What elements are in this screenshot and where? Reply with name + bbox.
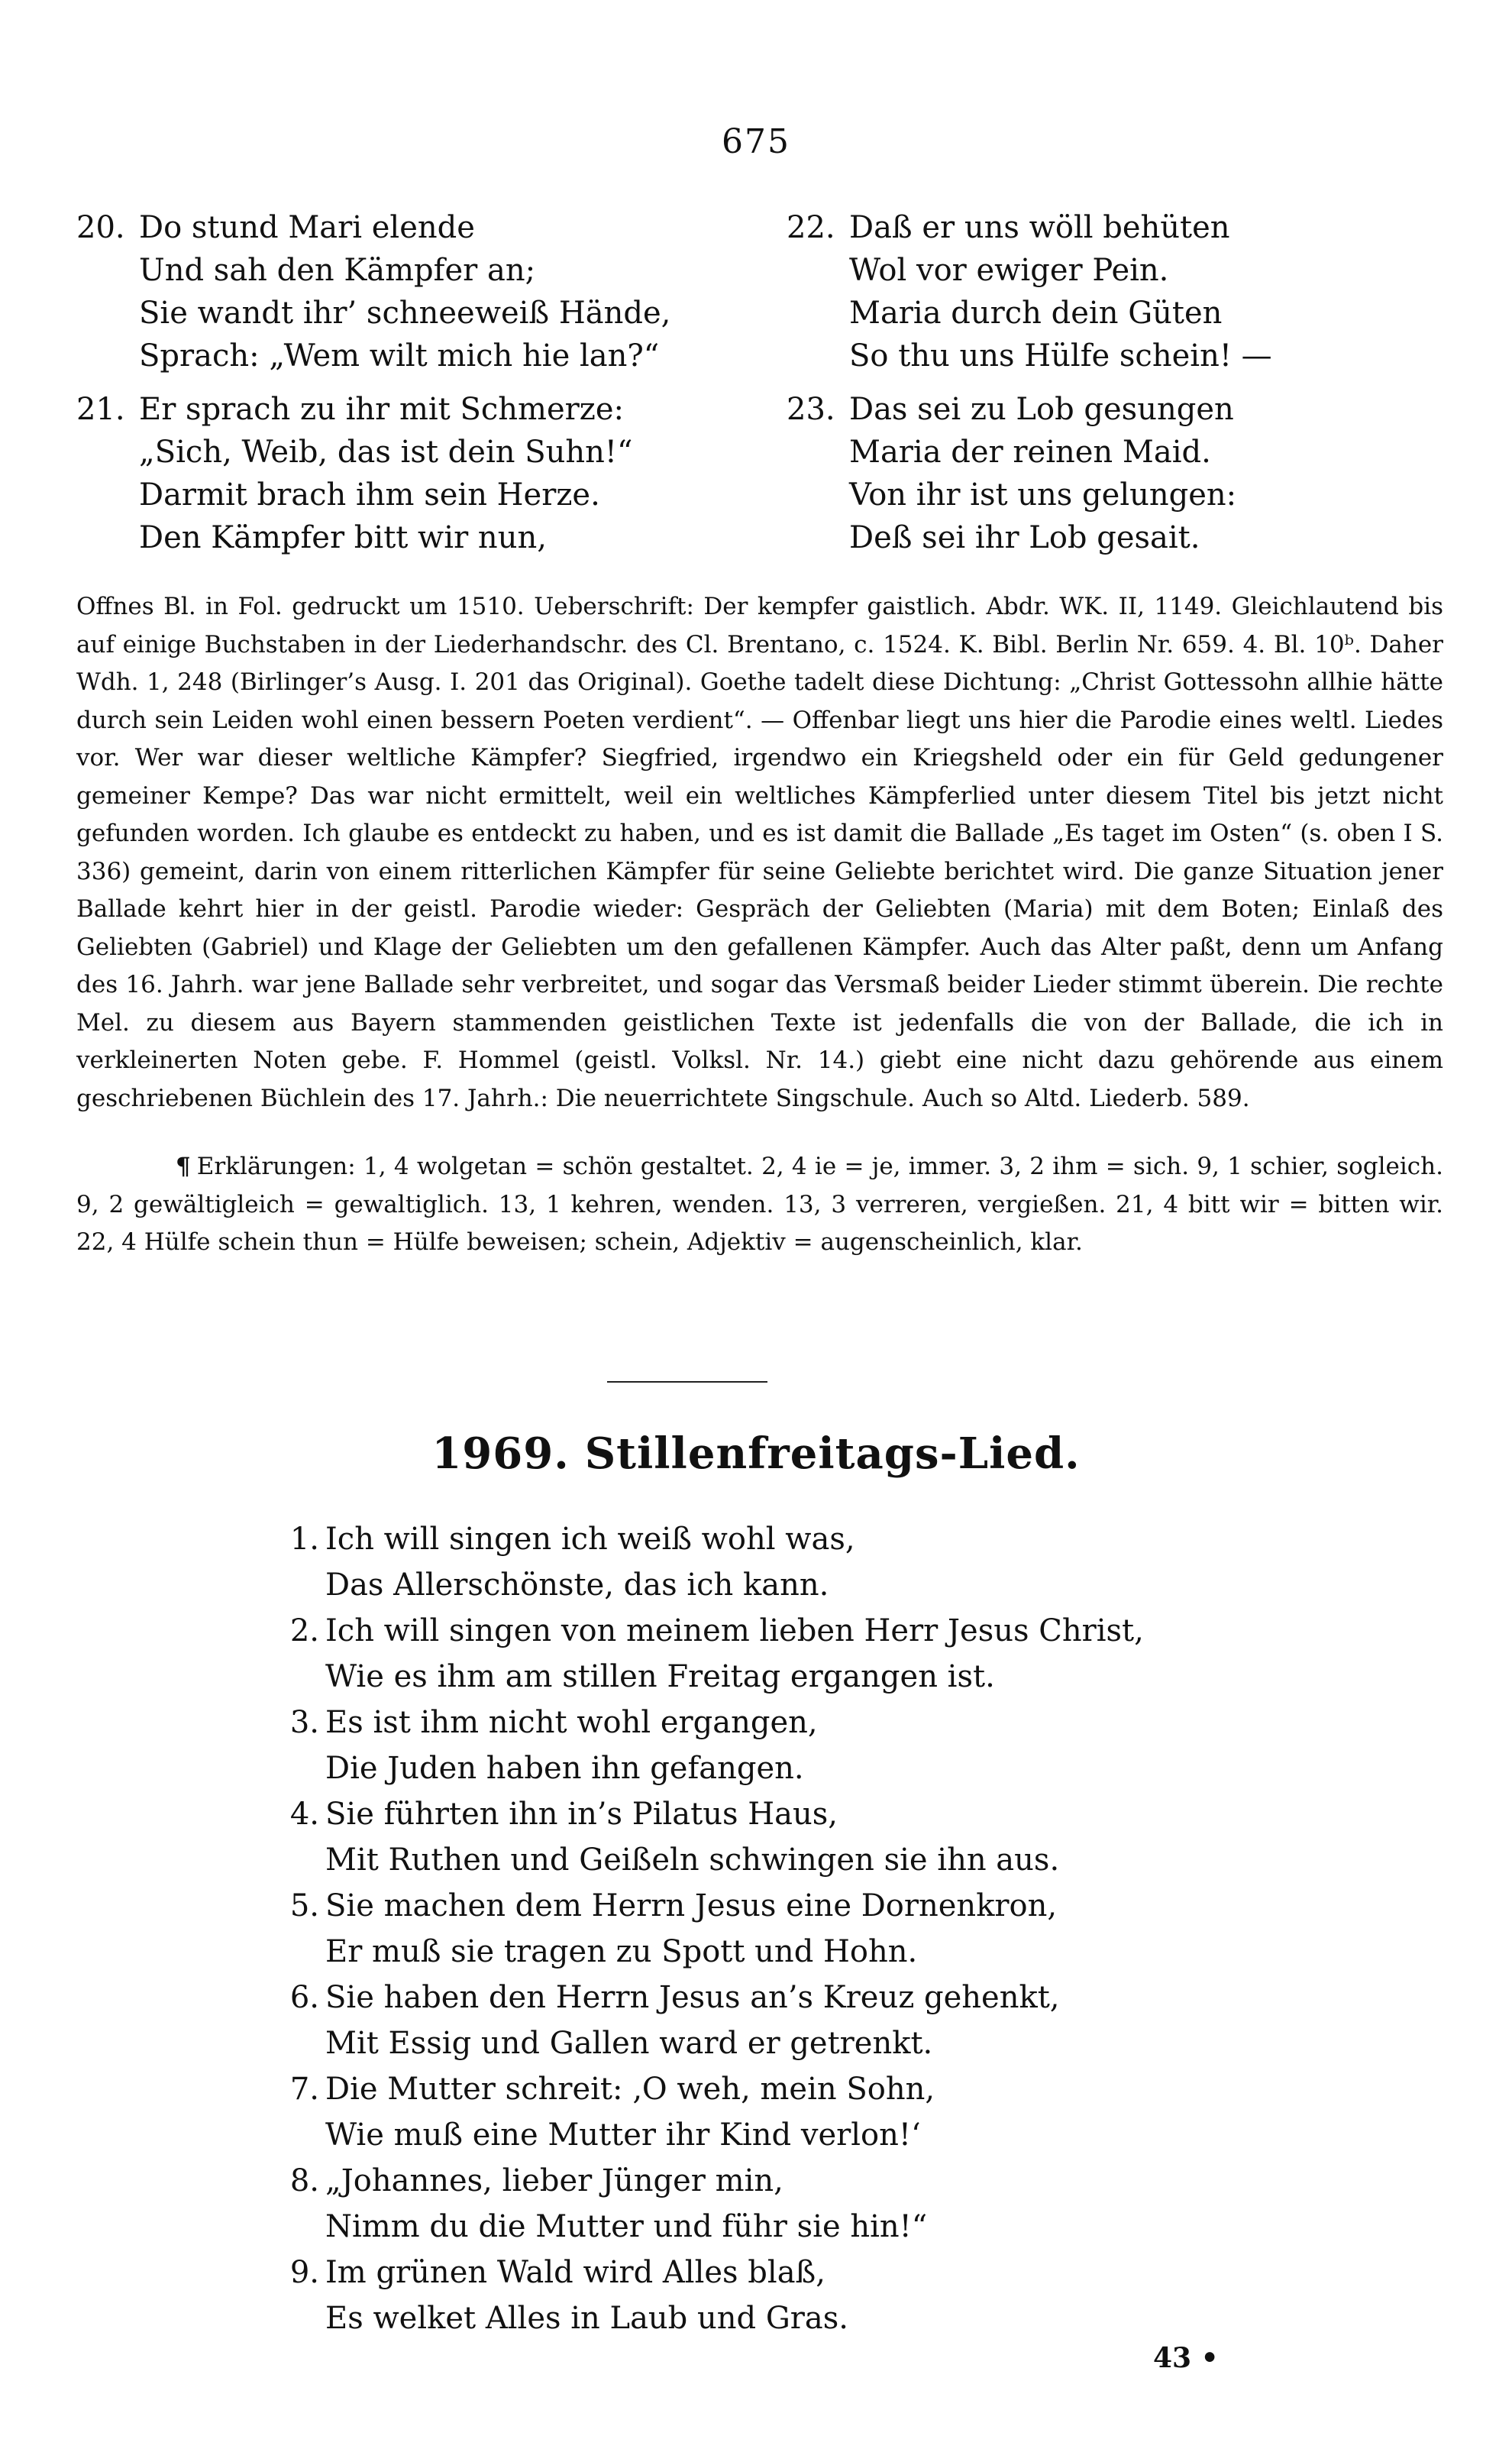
verse-line: Sie machen dem Herrn Jesus eine Dornenkron, — [325, 1888, 1058, 1923]
verse-number: 9. — [289, 2255, 319, 2290]
verse-line: Den Kämpfer bitt wir nun, — [139, 520, 547, 555]
verse-20 — [76, 206, 733, 377]
verse-line: Ich will singen von meinem lieben Herr Jesus Christ, — [325, 1613, 1144, 1648]
verse-line: „Sich, Weib, das ist dein Suhn!“ — [139, 435, 633, 470]
verse-line: Wol vor ewiger Pein. — [849, 253, 1169, 288]
verse-line: Daß er uns wöll behüten — [849, 210, 1230, 245]
verse-line: Von ihr ist uns gelungen: — [849, 477, 1237, 513]
verse-line: Do stund Mari elende — [139, 210, 475, 245]
verse-line: So thu uns Hülfe schein! — — [849, 338, 1272, 374]
song-verse-6 — [275, 1975, 1268, 2066]
verse-number: 3. — [289, 1705, 319, 1740]
verse-number: 7. — [289, 2072, 319, 2107]
verse-line: Und sah den Kämpfer an; — [139, 253, 536, 288]
song-verse-1 — [275, 1516, 1268, 1608]
continued-verses — [76, 206, 1451, 588]
verse-number: 6. — [289, 1980, 319, 2015]
verse-number: 2. — [289, 1613, 319, 1648]
verse-line: Deß sei ihr Lob gesait. — [849, 520, 1200, 555]
verse-line: Maria durch dein Güten — [849, 296, 1223, 331]
verse-line: Sie wandt ihr’ schneeweiß Hände, — [139, 296, 671, 331]
verse-line: Darmit brach ihm sein Herze. — [139, 477, 600, 513]
verse-line: Im grünen Wald wird Alles blaß, — [325, 2255, 825, 2290]
verse-22 — [787, 206, 1443, 377]
verse-number: 4. — [289, 1797, 319, 1832]
verse-23 — [787, 388, 1443, 559]
verse-line: „Johannes, lieber Jünger min, — [325, 2163, 783, 2198]
verse-number: 21. — [76, 392, 125, 427]
song-verse-9 — [275, 2250, 1268, 2341]
verse-line: Sprach: „Wem wilt mich hie lan?“ — [139, 338, 660, 374]
verse-number: 5. — [289, 1888, 319, 1923]
song-heading — [0, 1428, 1512, 1479]
verse-line: Mit Essig und Gallen ward er getrenkt. — [325, 2026, 933, 2061]
verse-line: Die Mutter schreit: ‚O weh, mein Sohn, — [325, 2072, 935, 2107]
song-verse-5 — [275, 1883, 1268, 1975]
song-number: 1969. — [431, 1428, 570, 1479]
explanations-paragraph — [76, 1148, 1443, 1262]
verse-number: 22. — [787, 210, 835, 245]
verse-line: Wie muß eine Mutter ihr Kind verlon!‘ — [325, 2117, 921, 2153]
verse-number: 1. — [289, 1522, 319, 1557]
commentary-notes — [76, 588, 1443, 1262]
verse-21 — [76, 388, 733, 559]
verse-line: Nimm du die Mutter und führ sie hin!“ — [325, 2209, 928, 2244]
verse-number: 8. — [289, 2163, 319, 2198]
song-verses — [275, 1516, 1268, 2341]
section-divider — [607, 1381, 767, 1383]
printer-signature: 43 • — [1153, 2342, 1219, 2374]
verse-line: Es welket Alles in Laub und Gras. — [325, 2301, 848, 2336]
verse-line: Sie haben den Herrn Jesus an’s Kreuz gehenkt, — [325, 1980, 1060, 2015]
song-verse-2 — [275, 1608, 1268, 1700]
song-title: Stillenfreitags-Lied. — [584, 1428, 1081, 1479]
verse-column-left — [76, 206, 733, 570]
song-verse-8 — [275, 2158, 1268, 2250]
song-verse-7 — [275, 2066, 1268, 2158]
verse-line: Wie es ihm am stillen Freitag ergangen ist. — [325, 1659, 995, 1694]
verse-column-right — [787, 206, 1443, 570]
verse-line: Mit Ruthen und Geißeln schwingen sie ihn aus. — [325, 1842, 1060, 1878]
verse-line: Sie führten ihn in’s Pilatus Haus, — [325, 1797, 838, 1832]
verse-line: Die Juden haben ihn gefangen. — [325, 1751, 804, 1786]
page-number: 675 — [722, 122, 790, 161]
song-verse-4 — [275, 1791, 1268, 1883]
verse-line: Maria der reinen Maid. — [849, 435, 1211, 470]
verse-line: Es ist ihm nicht wohl ergangen, — [325, 1705, 818, 1740]
verse-line: Das sei zu Lob gesungen — [849, 392, 1234, 427]
verse-line: Er sprach zu ihr mit Schmerze: — [139, 392, 624, 427]
source-note: Offnes Bl. in Fol. gedruckt um 1510. Ueberschrift: Der kempfer gaistlich. Abdr. WK. II, 1149. Gleichlautend bis auf einige Buchstaben in der Liederhandschr. des Cl. Brentano, c. 1524. K. Bibl. Berlin Nr. 659. 4. Bl. 10ᵇ. Daher Wdh. 1, 248 (Birlinger’s Ausg. I. 201 das Original). Goethe tadelt diese Dichtung: „Christ Gottessohn allhie hätte durch sein Leiden wohl einen bessern Poeten verdient“. — Offenbar liegt uns hier die Parodie eines weltl. Liedes vor. Wer war dieser weltliche Kämpfer? Siegfried, irgendwo ein Kriegsheld oder ein für Geld gedungener gemeiner Kempe? Das war nicht ermittelt, weil ein weltliches Kämpferlied unter diesem Titel bis jetzt nicht gefunden worden. Ich glaube es entdeckt zu haben, und es ist damit die Ballade „Es taget im Osten“ (s. oben I S. 336) gemeint, darin von einem ritterlichen Kämpfer für seine Geliebte berichtet wird. Die ganze Situation jener Ballade kehrt hier in der geistl. Parodie wieder: Gespräch der Geliebten (Maria) mit dem Boten; Einlaß des Geliebten (Gabriel) und Klage der Geliebten um den gefallenen Kämpfer. Auch das Alter paßt, denn um Anfang des 16. Jahrh. war jene Ballade sehr verbreitet, und sogar das Versmaß beider Lieder stimmt überein. Die rechte Mel. zu diesem aus Bayern stammenden geistlichen Texte ist jedenfalls die von der Ballade, die ich in verkleinerten Noten gebe. F. Hommel (geistl. Volksl. Nr. 14.) giebt eine nicht dazu gehörende aus einem geschriebenen Büchlein des 17. Jahrh.: Die neuerrichtete Singschule. Auch so Altd. Liederb. 589. — [76, 593, 1443, 1112]
verse-number: 20. — [76, 210, 125, 245]
song-verse-3 — [275, 1700, 1268, 1791]
verse-number: 23. — [787, 392, 835, 427]
verse-line: Das Allerschönste, das ich kann. — [325, 1567, 829, 1603]
verse-line: Ich will singen ich weiß wohl was, — [325, 1522, 855, 1557]
pilcrow-icon: ¶ — [176, 1153, 191, 1180]
verse-line: Er muß sie tragen zu Spott und Hohn. — [325, 1934, 918, 1969]
explanations-text: Erklärungen: 1, 4 wolgetan = schön gestaltet. 2, 4 ie = je, immer. 3, 2 ihm = sich. 9, 1 schier, sogleich. 9, 2 gewältigleich = gewaltiglich. 13, 1 kehren, wenden. 13, 3 verreren, vergießen. 21, 4 bitt wir = bitten wir. 22, 4 Hülfe schein thun = Hülfe beweisen; schein, Adjektiv = augenscheinlich, klar. — [76, 1153, 1443, 1256]
